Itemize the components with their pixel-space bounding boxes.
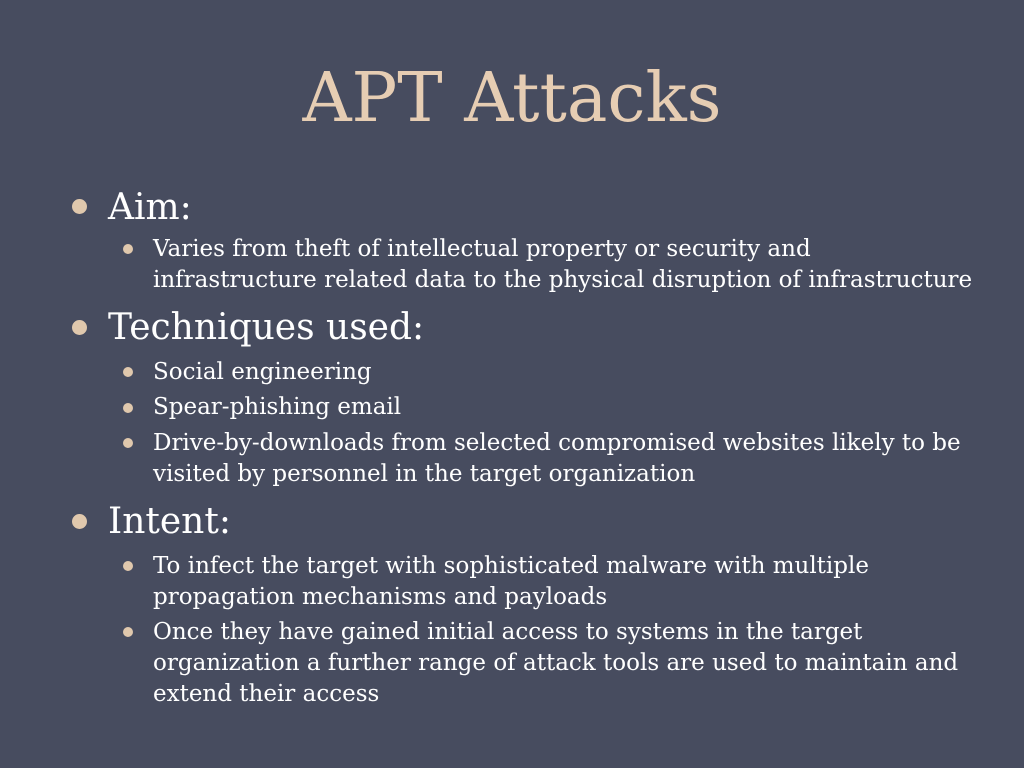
- bullet-icon: [72, 514, 87, 529]
- bullet-icon: [123, 627, 133, 637]
- slide-title: APT Attacks: [302, 59, 722, 138]
- intent-item-1: To infect the target with sophisticated malware with multiple propagation mechanisms and payloads: [153, 553, 869, 610]
- aim-item-1: Varies from theft of intellectual property or security and infrastructure related data to the physical disruption of infrastructure: [153, 236, 973, 293]
- bullet-icon: [72, 199, 87, 214]
- intent-item-2: Once they have gained initial access to systems in the target organization a further range of attack tools are used to maintain and extend their access: [153, 619, 959, 707]
- section-heading-techniques: Techniques used:: [108, 307, 425, 348]
- techniques-item-3: Drive-by-downloads from selected compromised websites likely to be visited by personnel in the target organization: [153, 430, 961, 487]
- bullet-icon: [123, 367, 133, 377]
- techniques-item-1: Social engineering: [153, 359, 372, 385]
- bullet-icon: [123, 244, 133, 254]
- bullet-icon: [123, 561, 133, 571]
- section-heading-aim: Aim:: [108, 187, 192, 228]
- bullet-icon: [72, 320, 87, 335]
- techniques-item-2: Spear-phishing email: [153, 394, 402, 420]
- bullet-icon: [123, 438, 133, 448]
- bullet-icon: [123, 403, 133, 413]
- section-heading-intent: Intent:: [108, 501, 231, 542]
